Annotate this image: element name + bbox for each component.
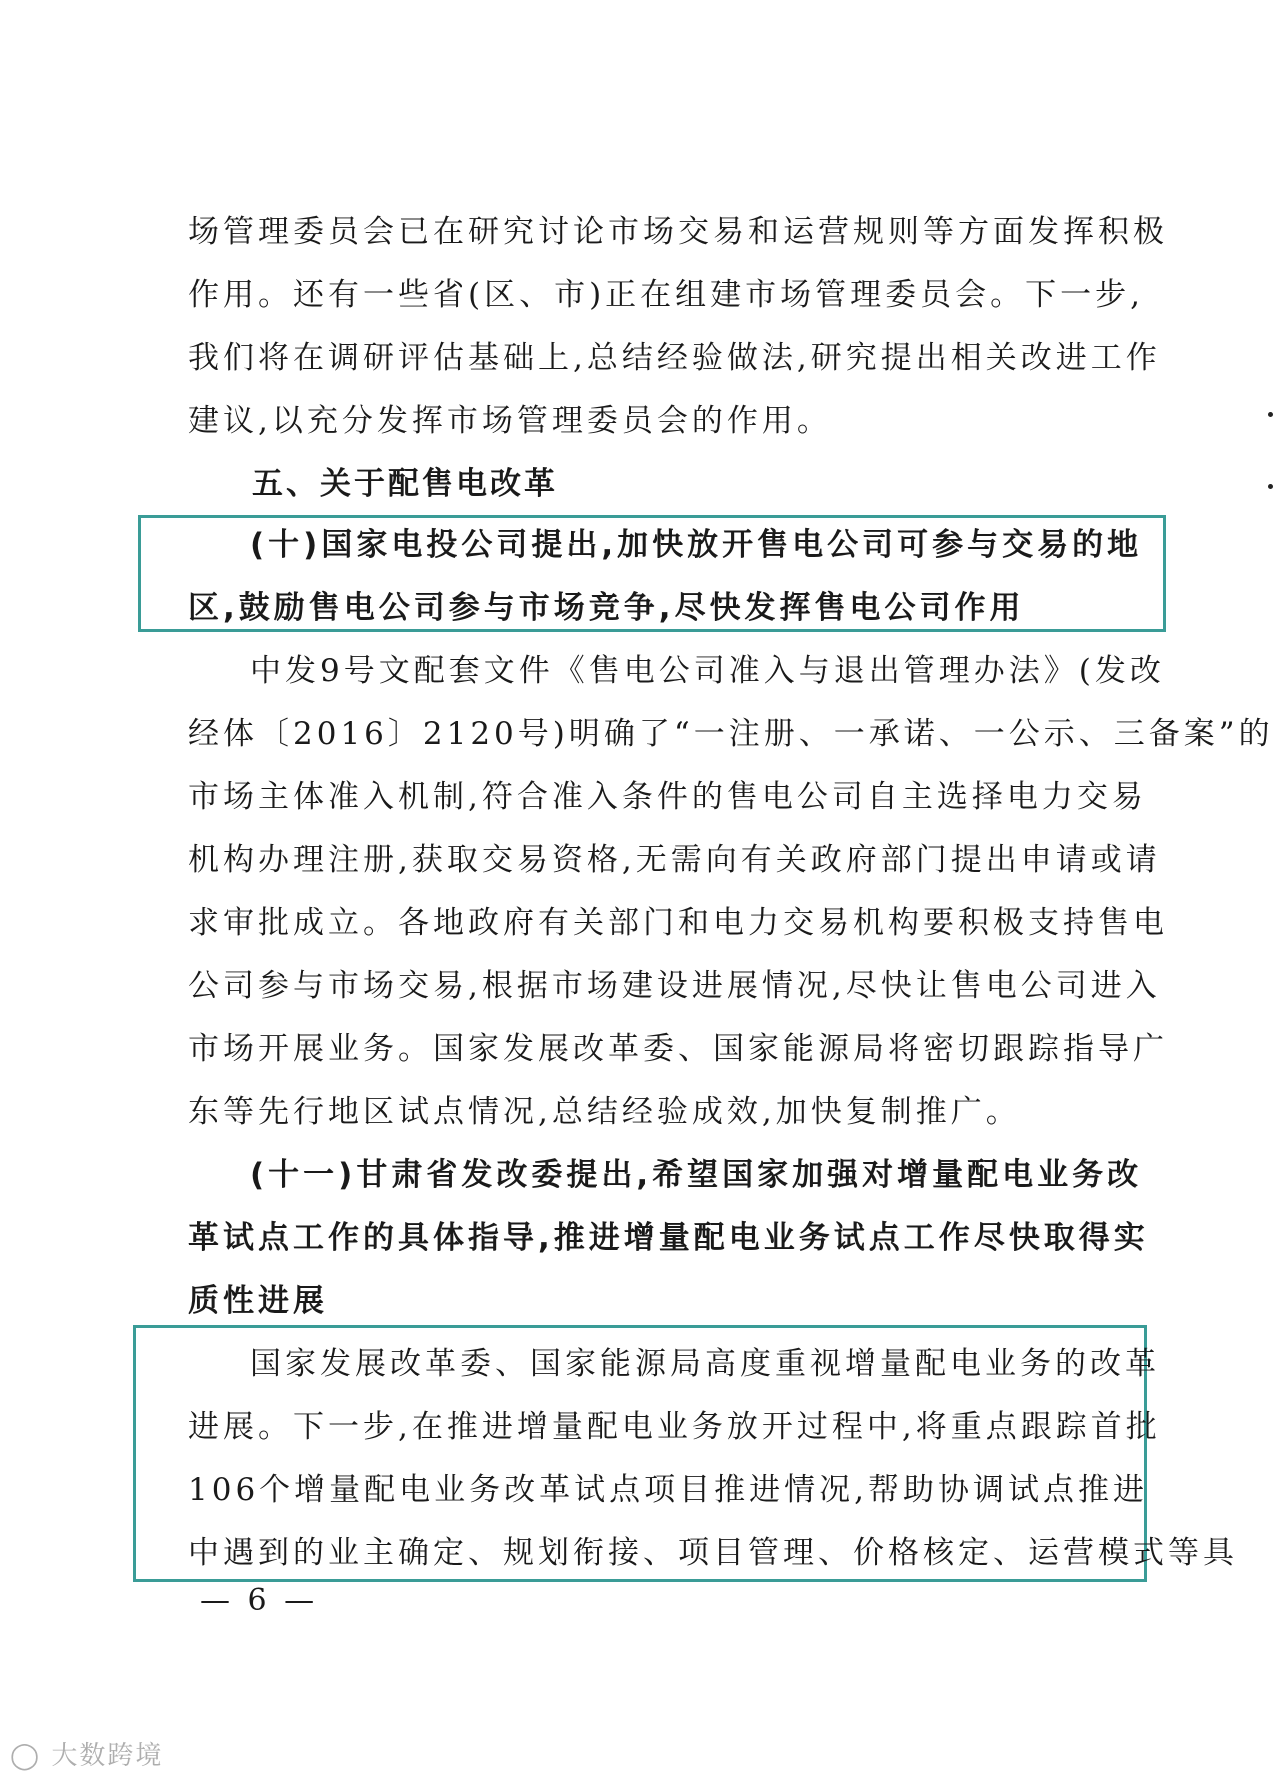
item-11-line: 质性进展 [188,1283,328,1319]
text-line: 公司参与市场交易,根据市场建设进展情况,尽快让售电公司进入 [188,968,1161,1004]
section-heading: 五、关于配售电改革 [252,466,558,502]
text-line: 106个增量配电业务改革试点项目推进情况,帮助协调试点推进 [188,1472,1149,1508]
text-line: 市场主体准入机制,符合准入条件的售电公司自主选择电力交易 [188,779,1147,815]
text-line: 我们将在调研评估基础上,总结经验做法,研究提出相关改进工作 [188,340,1161,376]
item-11-line: (十一)甘肃省发改委提出,希望国家加强对增量配电业务改 [250,1157,1143,1193]
text-line: 机构办理注册,获取交易资格,无需向有关政府部门提出申请或请 [188,842,1161,878]
watermark [10,1735,163,1772]
watermark-text: 大数跨境 [51,1741,164,1771]
text-line: 场管理委员会已在研究讨论市场交易和运营规则等方面发挥积极 [188,214,1168,250]
text-line: 作用。还有一些省(区、市)正在组建市场管理委员会。下一步, [188,277,1145,313]
watermark-logo-icon: ◯ [10,1741,42,1771]
item-10-line: (十)国家电投公司提出,加快放开售电公司可参与交易的地 [250,527,1143,563]
text-line: 中遇到的业主确定、规划衔接、项目管理、价格核定、运营模式等具 [188,1535,1238,1571]
text-line: 国家发展改革委、国家能源局高度重视增量配电业务的改革 [250,1346,1160,1382]
text-line: 建议,以充分发挥市场管理委员会的作用。 [188,403,832,439]
text-line: 进展。下一步,在推进增量配电业务放开过程中,将重点跟踪首批 [188,1409,1161,1445]
text-line: 东等先行地区试点情况,总结经验成效,加快复制推广。 [188,1094,1021,1130]
scan-mark [1268,484,1273,489]
text-line: 求审批成立。各地政府有关部门和电力交易机构要积极支持售电 [188,905,1168,941]
text-line: 市场开展业务。国家发展改革委、国家能源局将密切跟踪指导广 [188,1031,1168,1067]
text-line: 中发9号文配套文件《售电公司准入与退出管理办法》(发改 [250,653,1165,689]
item-10-line: 区,鼓励售电公司参与市场竞争,尽快发挥售电公司作用 [188,590,1025,626]
scan-mark [1268,412,1273,417]
item-11-line: 革试点工作的具体指导,推进增量配电业务试点工作尽快取得实 [188,1220,1149,1256]
page-number: — 6 — [200,1583,319,1618]
text-line: 经体〔2016〕2120号)明确了“一注册、一承诺、一公示、三备案”的 [188,716,1274,752]
